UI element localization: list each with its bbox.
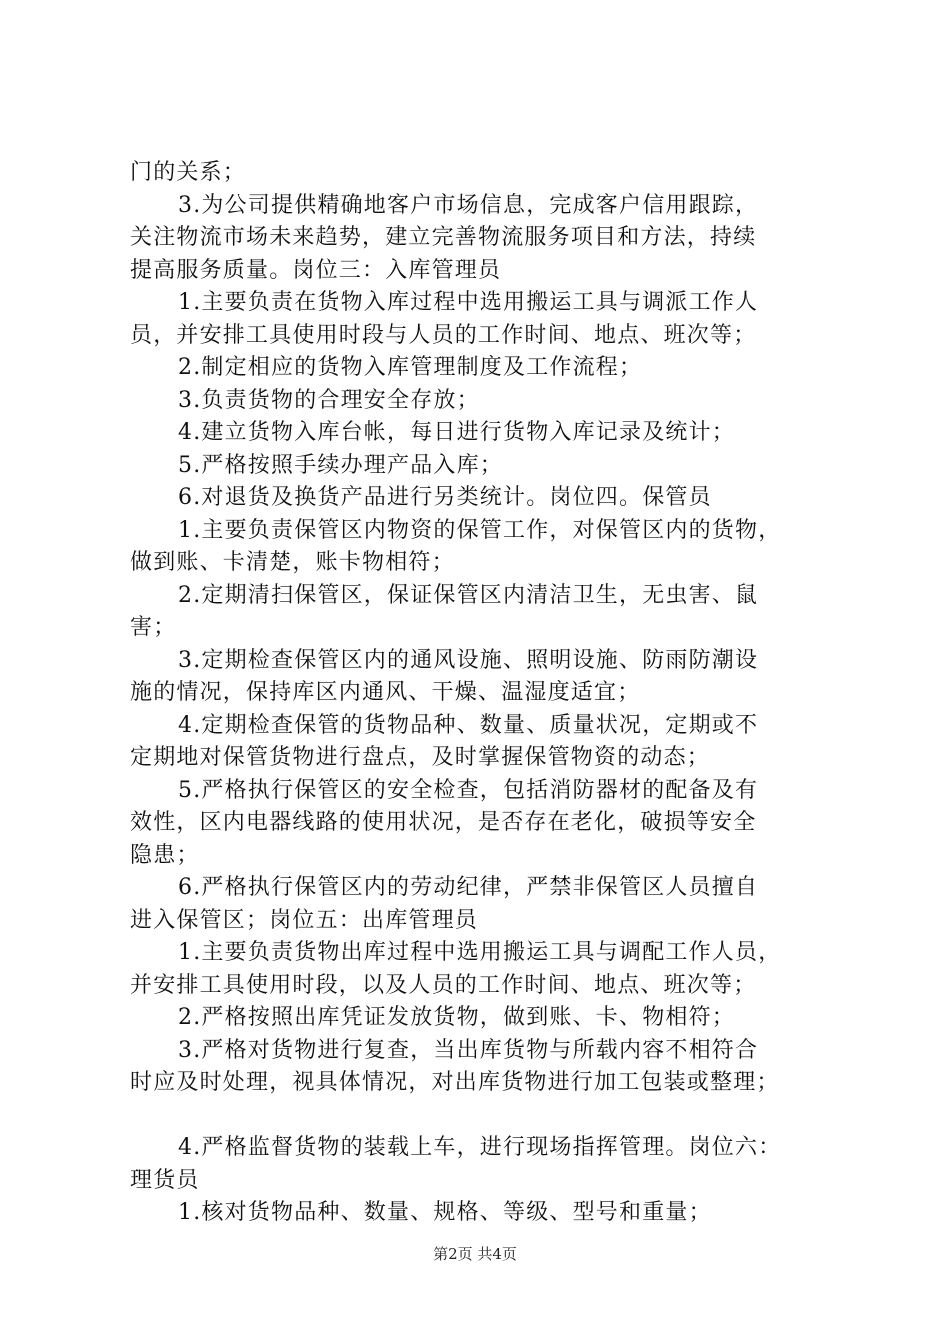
text-line: 定期地对保管货物进行盘点，及时掌握保管物资的动态； <box>130 745 711 770</box>
text-line: 5.严格按照手续办理产品入库； <box>178 452 503 478</box>
text-line: 隐患； <box>130 842 200 868</box>
text-line: 6.严格执行保管区内的劳动纪律，严禁非保管区人员擅自 <box>178 875 759 900</box>
paragraph-spacer <box>130 1100 845 1133</box>
text-line: 3.负责货物的合理安全存放； <box>178 387 480 413</box>
text-line: 进入保管区；岗位五：出库管理员 <box>130 907 479 933</box>
text-line: 效性，区内电器线路的使用状况，是否存在老化，破损等安全 <box>130 810 757 835</box>
text-line: 做到账、卡清楚，账卡物相符； <box>130 550 455 575</box>
text-line: 门的关系； <box>130 160 247 185</box>
text-line: 2.严格按照出库凭证发放货物，做到账、卡、物相符； <box>178 1005 735 1030</box>
text-line: 4.严格监督货物的装载上车，进行现场指挥管理。岗位六： <box>178 1135 782 1160</box>
text-line: 2.定期清扫保管区，保证保管区内清洁卫生，无虫害、鼠 <box>178 582 759 608</box>
page-number-footer: 第2页 共4页 <box>433 1245 517 1263</box>
text-line: 时应及时处理，视具体情况，对出库货物进行加工包装或整理； <box>130 1070 780 1095</box>
text-line: 5.严格执行保管区的安全检查，包括消防器材的配备及有 <box>178 777 759 803</box>
text-line: 4.建立货物入库台帐，每日进行货物入库记录及统计； <box>178 420 735 445</box>
text-line: 1.主要负责在货物入库过程中选用搬运工具与调派工作人 <box>178 290 759 315</box>
text-line: 并安排工具使用时段，以及人员的工作时间、地点、班次等； <box>130 972 757 998</box>
text-line: 2.制定相应的货物入库管理制度及工作流程； <box>178 355 643 380</box>
text-line: 施的情况，保持库区内通风、干燥、温湿度适宜； <box>130 680 641 705</box>
text-line: 1.核对货物品种、数量、规格、等级、型号和重量； <box>178 1200 712 1225</box>
text-line: 关注物流市场未来趋势，建立完善物流服务项目和方法，持续 <box>130 225 757 250</box>
text-line: 3.定期检查保管区内的通风设施、照明设施、防雨防潮设 <box>178 647 759 673</box>
text-line: 提高服务质量。岗位三：入库管理员 <box>130 257 502 283</box>
text-line: 6.对退货及换货产品进行另类统计。岗位四。保管员 <box>178 485 712 510</box>
text-line: 3.严格对货物进行复查，当出库货物与所载内容不相符合 <box>178 1037 759 1063</box>
text-line: 4.定期检查保管的货物品种、数量、质量状况，定期或不 <box>178 712 759 738</box>
document-body <box>130 157 845 1230</box>
text-line: 害； <box>130 615 177 640</box>
text-line: 1.主要负责货物出库过程中选用搬运工具与调配工作人员， <box>178 940 782 965</box>
text-line: 理货员 <box>130 1167 200 1193</box>
text-line: 员，并安排工具使用时段与人员的工作时间、地点、班次等； <box>130 322 757 348</box>
text-line: 1.主要负责保管区内物资的保管工作，对保管区内的货物， <box>178 517 782 543</box>
text-line: 3.为公司提供精确地客户市场信息，完成客户信用跟踪， <box>178 192 759 218</box>
